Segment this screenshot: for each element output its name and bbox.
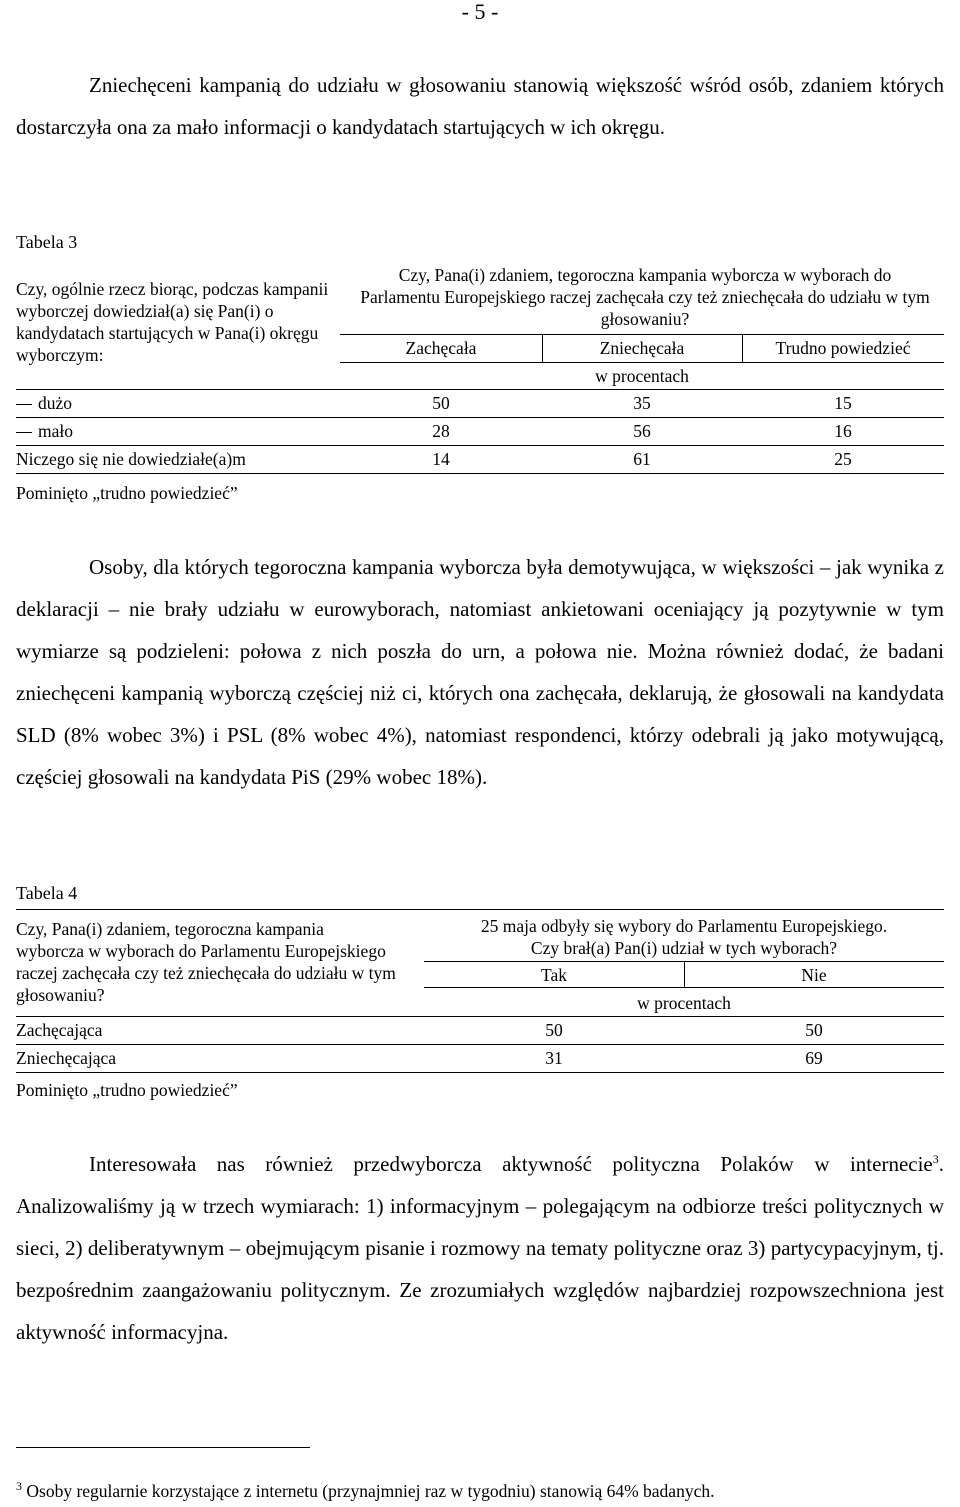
table-4-cell: 69 [805, 1048, 823, 1068]
table-3-col-header: Trudno powiedzieć [775, 338, 911, 358]
table-4-cell: 50 [545, 1020, 563, 1040]
paragraph-3 [16, 1143, 944, 1353]
page-number: - 5 - [461, 0, 499, 24]
table-4-col-header: Tak [541, 965, 567, 985]
footnote-number: 3 [16, 1479, 22, 1494]
paragraph-3-text: Interesowała nas również przedwyborcza aktywność polityczna Polaków w internecie [89, 1152, 933, 1176]
table-4-column-question: 25 maja odbyły się wybory do Parlamentu Europejskiego. [480, 916, 888, 936]
table-3-cell: 61 [633, 449, 651, 469]
table-3-cell: 16 [834, 421, 852, 441]
table-3-header-rule [340, 334, 944, 335]
table-3-body-rule [16, 389, 944, 390]
table-4-body-rule [16, 1016, 944, 1017]
table-4-row-label: Zachęcająca [16, 1020, 103, 1040]
table-4-caption: Tabela 4 [16, 883, 78, 903]
table-3-col-header: Zachęcała [405, 338, 477, 358]
table-3-row-label: dużo [16, 392, 72, 414]
table-3-col-header: Zniechęcała [599, 338, 685, 358]
table-4-col-header: Nie [801, 965, 827, 985]
table-3-caption: Tabela 3 [16, 232, 78, 252]
table-3-row-label: Niczego się nie dowiedziałe(a)m [16, 449, 246, 469]
table-4-cell: 31 [545, 1048, 563, 1068]
paragraph-3-text: . Analizowaliśmy ją w trzech wymiarach: 1) informacyjnym – polegającym na odbiorze treści politycznych w sieci, 2) deliberatywnym – obejmującym pisanie i rozmowy na tematy polityczne oraz 3) partycypacyjnym, tj. bezpośrednim zaangażowaniu politycznym. Ze zrozumiałych względów najbardziej rozpowszechniona jest aktywność informacyjna. [16, 1152, 944, 1344]
table-3-cell: 15 [834, 393, 852, 413]
table-3-header-rule [340, 362, 944, 363]
table-4-top-rule [16, 909, 944, 910]
table-3-note: Pominięto „trudno powiedzieć” [16, 483, 238, 503]
table-3-cell: 28 [432, 421, 450, 441]
table-3-row-rule [16, 445, 944, 446]
paragraph-2: Osoby, dla których tegoroczna kampania wyborcza była demotywująca, w większości – jak wynika z deklaracji – nie brały udziału w eurowyborach, natomiast ankietowani oceniający ją pozytywnie w tym wymiarze są podzieleni: połowa z nich poszła do urn, a połowa nie. Można również dodać, że badani zniechęceni kampanią wyborczą częściej niż ci, których ona zachęcała, deklarują, że głosowali na kandydata SLD (8% wobec 3%) i PSL (8% wobec 4%), natomiast respondenci, którzy odebrali ją jako motywującą, częściej głosowali na kandydata PiS (29% wobec 18%). [16, 555, 944, 789]
table-4-note: Pominięto „trudno powiedzieć” [16, 1080, 238, 1100]
table-3-column-question: Czy, Pana(i) zdaniem, tegoroczna kampania wyborcza w wyborach do Parlamentu Europejskiego raczej zachęcała czy też zniechęcała do udziału w tym głosowaniu? [360, 265, 930, 329]
table-4-row-rule [16, 1044, 944, 1045]
paragraph-1: Zniechęceni kampanią do udziału w głosowaniu stanowią większość wśród osób, zdaniem których dostarczyła ona za mało informacji o kandydatach startujących w ich okręgu. [16, 73, 944, 139]
table-4-header-rule [424, 987, 944, 988]
table-3-row-rule [16, 417, 944, 418]
footnote-text: Osoby regularnie korzystające z internetu (przynajmniej raz w tygodniu) stanowią 64% badanych. [22, 1481, 715, 1501]
table-3-cell: 50 [432, 393, 450, 413]
table-3-cell: 56 [633, 421, 651, 441]
table-4-row-label: Zniechęcająca [16, 1048, 117, 1068]
table-4-bottom-rule [16, 1072, 944, 1073]
table-4-column-question: Czy brał(a) Pan(i) udział w tych wyborach? [530, 938, 838, 958]
table-4-cell: 50 [805, 1020, 823, 1040]
table-3-bottom-rule [16, 473, 944, 474]
footnote [16, 1480, 714, 1502]
table-3-cell: 35 [633, 393, 651, 413]
footnote-rule [16, 1447, 310, 1448]
table-4-row-question: Czy, Pana(i) zdaniem, tegoroczna kampania wyborcza w wyborach do Parlamentu Europejskiego raczej zachęcała czy też zniechęcała do udziału w tym głosowaniu? [16, 919, 396, 1005]
table-3-cell: 25 [834, 449, 852, 469]
footnote-reference[interactable]: 3 [932, 1152, 939, 1166]
table-3-row-label: mało [16, 420, 73, 442]
table-3-row-question: Czy, ogólnie rzecz biorąc, podczas kampanii wyborczej dowiedział(a) się Pan(i) o kandydatach startujących w Pana(i) okręgu wyborczym: [16, 279, 329, 365]
table-3-unit: w procentach [595, 366, 689, 386]
table-3-cell: 14 [432, 449, 450, 469]
table-4-unit: w procentach [637, 993, 731, 1013]
